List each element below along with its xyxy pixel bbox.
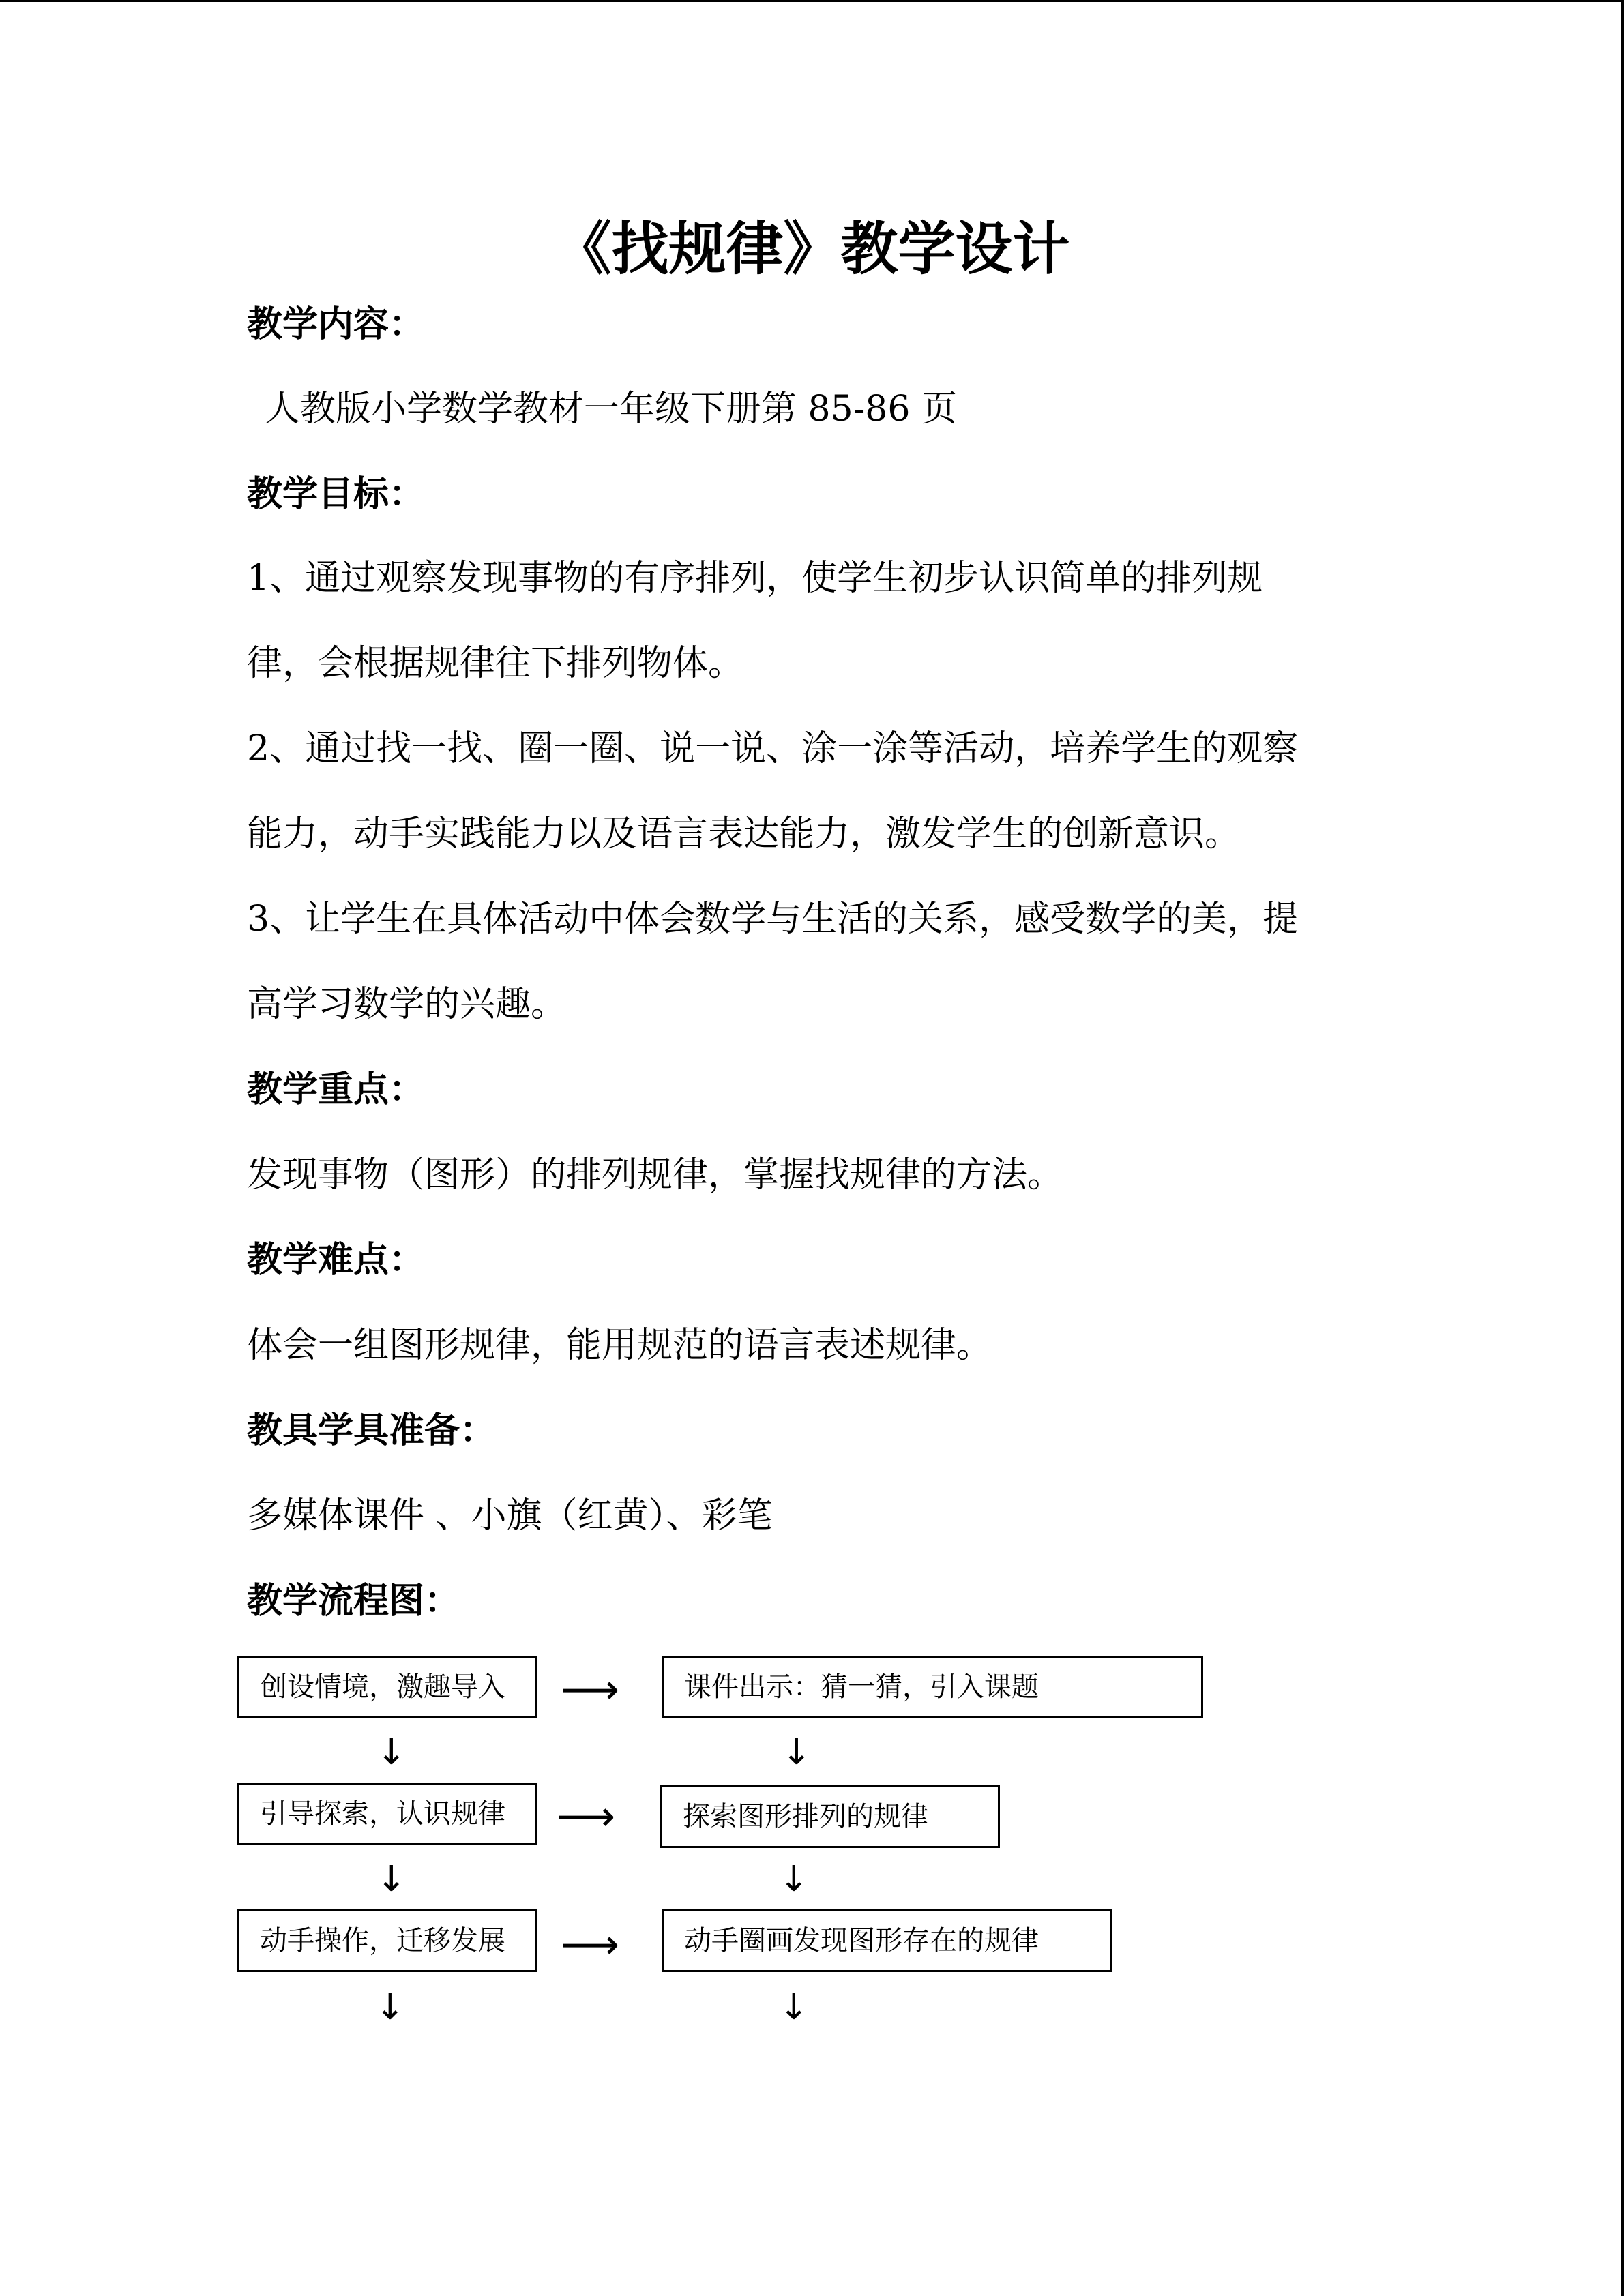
flow-box-left-3: 动手操作，迁移发展 <box>237 1909 537 1972</box>
right-border-line <box>1621 0 1624 2296</box>
flow-arrow-right-1: ⟶ <box>561 1666 620 1714</box>
heading-content: 教学内容： <box>247 304 425 345</box>
flow-box-left-2: 引导探索，认识规律 <box>237 1783 537 1845</box>
flow-arrow-down-left-1: ↓ <box>377 1732 407 1773</box>
document-title: 《找规律》教学设计 <box>554 215 1070 282</box>
heading-flowchart: 教学流程图： <box>247 1581 460 1622</box>
goal-3-line-1: 3、让学生在具体活动中体会数学与生活的关系，感受数学的美，提 <box>247 899 1299 940</box>
goal-2-line-2: 能力，动手实践能力以及语言表达能力，激发学生的创新意识。 <box>247 814 1241 854</box>
heading-key-points: 教学重点： <box>247 1069 425 1110</box>
difficulty-text: 体会一组图形规律，能用规范的语言表述规律。 <box>247 1325 992 1366</box>
content-text: 人教版小学数学教材一年级下册第 85-86 页 <box>265 389 957 430</box>
goal-1-line-1: 1、通过观察发现事物的有序排列，使学生初步认识简单的排列规 <box>247 558 1263 599</box>
goal-3-line-2: 高学习数学的兴趣。 <box>247 984 567 1025</box>
flow-arrow-right-3: ⟶ <box>561 1921 620 1969</box>
flow-box-right-3: 动手圈画发现图形存在的规律 <box>662 1909 1112 1972</box>
flow-box-right-2: 探索图形排列的规律 <box>660 1785 1000 1848</box>
key-points-text: 发现事物（图形）的排列规律，掌握找规律的方法。 <box>247 1154 1063 1195</box>
top-border-line <box>0 0 1624 2</box>
flow-arrow-down-right-3: ↓ <box>779 1987 809 2028</box>
flow-arrow-down-left-2: ↓ <box>377 1859 407 1900</box>
tools-text: 多媒体课件 、小旗（红黄）、彩笔 <box>247 1495 773 1536</box>
heading-tools: 教具学具准备： <box>247 1410 496 1451</box>
flow-arrow-down-left-3: ↓ <box>375 1987 405 2028</box>
flow-box-right-1: 课件出示：猜一猜，引入课题 <box>662 1656 1203 1718</box>
flow-arrow-down-right-2: ↓ <box>779 1859 809 1900</box>
flow-arrow-right-2: ⟶ <box>557 1793 616 1840</box>
flow-box-left-1: 创设情境，激趣导入 <box>237 1656 537 1718</box>
goal-2-line-1: 2、通过找一找、圈一圈、说一说、涂一涂等活动，培养学生的观察 <box>247 728 1299 769</box>
goal-1-line-2: 律，会根据规律往下排列物体。 <box>247 643 744 684</box>
flow-arrow-down-right-1: ↓ <box>782 1732 812 1773</box>
heading-goals: 教学目标： <box>247 474 425 515</box>
heading-difficulty: 教学难点： <box>247 1240 425 1281</box>
